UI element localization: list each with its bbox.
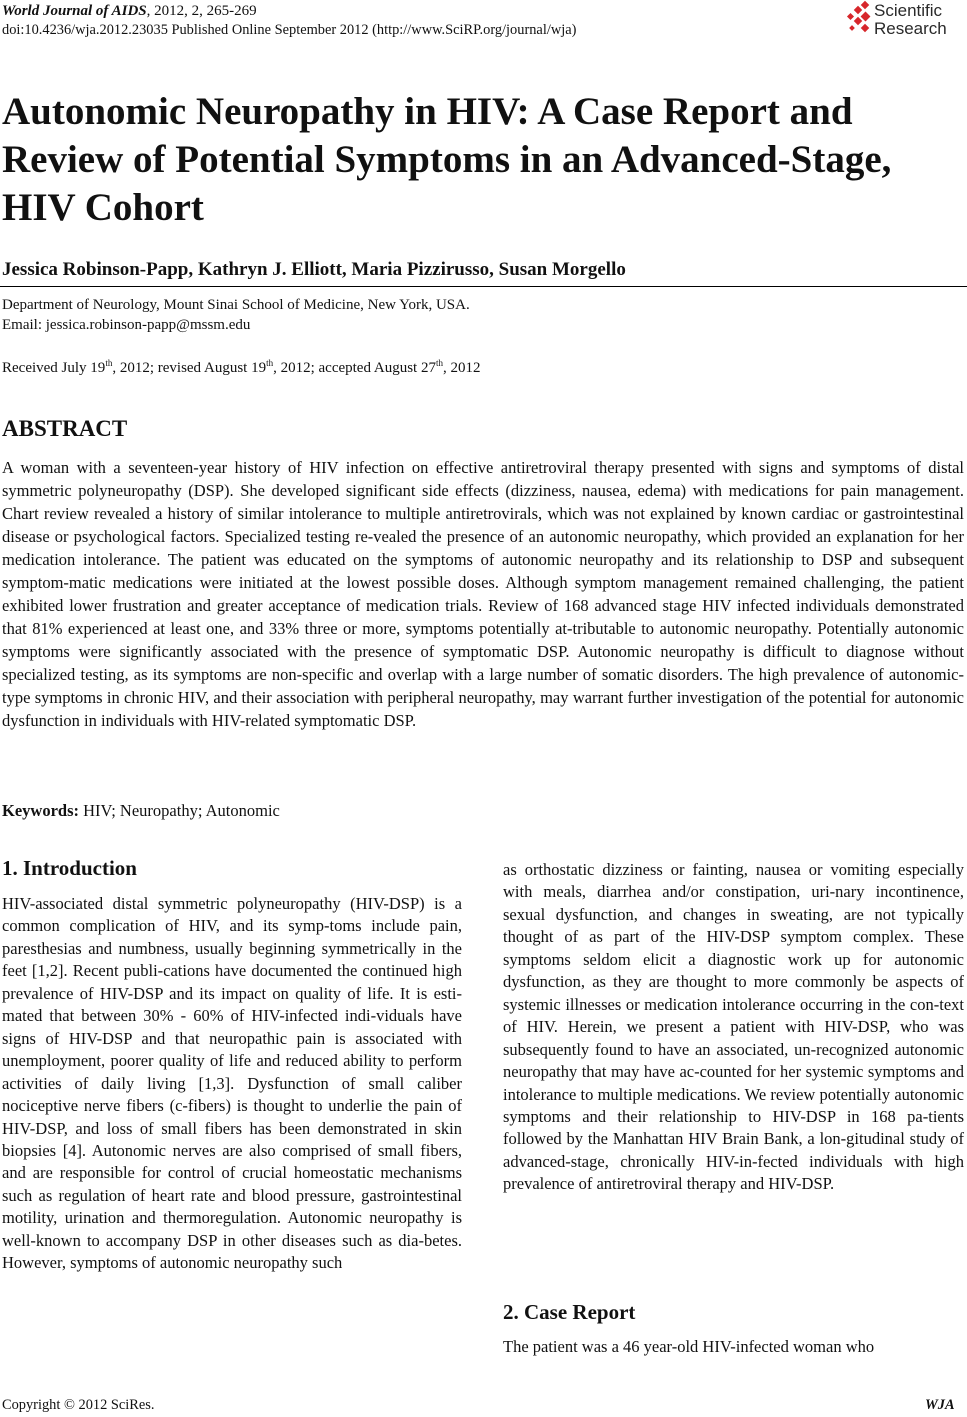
abstract-text: A woman with a seventeen-year history of HIV infection on effective antiretroviral therapy presented with signs and symptoms of distal symmetric polyneuropathy (DSP). She developed significant side effects (dizziness, nausea, edema) with medications for pain management. Chart review revealed a history of similar intolerance to multiple antiretrovirals, which was not explained by known cardiac or gastrointestinal disease or psychological factors. Specialized testing re-vealed the presence of an autonomic neuropathy, which provided an explanation for her medication intolerance. The patient was educated on the symptoms of autonomic neuropathy and its relationship to DSP and subsequent symptom-matic medications were initiated at the lowest possible doses. Although symptom management remained challenging, the patient exhibited lower frustration and greater acceptance of medication trials. Review of 168 advanced stage HIV infected individuals demonstrated that 81% experienced at least one, and 33% three or more, symptoms potentially at-tributable to autonomic neuropathy. Potentially autonomic symptoms were significantly associated with the presence of symptomatic DSP. Autonomic neuropathy is difficult to diagnose without specialized testing, as its symptoms are non-specific and overlap with a large number of somatic disorders. The high prevalence of autonomic-type symptoms in chronic HIV, and their association with peripheral neuropathy, may warrant further investigation of the potential for autonomic dysfunction in individuals with HIV-related symptomatic DSP. bbox=[2, 458, 964, 730]
author-list: Jessica Robinson-Papp, Kathryn J. Elliott, Maria Pizzirusso, Susan Morgello bbox=[2, 259, 626, 280]
logo-mark-icon bbox=[846, 0, 874, 40]
logo-text-line2: Research bbox=[874, 19, 947, 38]
received-text: Received July 19 bbox=[2, 360, 106, 376]
journal-abbrev-footer: WJA bbox=[925, 1397, 955, 1413]
body-column-left: HIV-associated distal symmetric polyneuropathy (HIV-DSP) is a common complication of HIV, and its symp-toms include pain, paresthesias and numbness, usually beginning symmetrically in the feet [1,2]. Recent publi-cations have documented the continued high prevalence of HIV-DSP and its impact on quality of life. It is esti-mated that between 30% - 60% of HIV-infected indi-viduals have signs of HIV-DSP and that neuropathic pain is associated with unemployment, poorer quality of life and reduced ability to perform activities of daily living [1,3]. Dysfunction of small caliber nociceptive nerve fibers (c-fibers) is thought to underlie the pain of HIV-DSP, and loss of small fibers has been demonstrated in skin biopsies [4]. Autonomic nerves are also comprised of small fibers, and are responsible for control of crucial homeostatic mechanisms such as regulation of heart rate and blood pressure, gastrointestinal motility, urination and thermoregulation. Autonomic neuropathy is well-known to accompany DSP in other diseases such as dia-betes. However, symptoms of autonomic neuropathy such bbox=[2, 894, 462, 1273]
journal-citation bbox=[2, 2, 257, 21]
ordinal-suffix: th bbox=[266, 358, 274, 368]
doi-line: doi:10.4236/wja.2012.23035 Published Online September 2012 (http://www.SciRP.org/journal/wja) bbox=[2, 22, 577, 38]
affiliation: Department of Neurology, Mount Sinai School of Medicine, New York, USA. bbox=[2, 297, 470, 313]
article-title: Autonomic Neuropathy in HIV: A Case Report and Review of Potential Symptoms in an Advanced-Stage, HIV Cohort bbox=[2, 90, 892, 229]
author-email: Email: jessica.robinson-papp@mssm.edu bbox=[2, 317, 251, 333]
publisher-logo bbox=[846, 0, 966, 44]
accepted-text: , 2012; accepted August 27 bbox=[273, 360, 436, 376]
ordinal-suffix: th bbox=[105, 358, 113, 368]
logo-text-line1: Scientific bbox=[874, 1, 943, 20]
year-text: , 2012 bbox=[443, 360, 481, 376]
journal-volume: , 2012, 2, 265-269 bbox=[146, 3, 257, 19]
keywords bbox=[2, 799, 280, 822]
revised-text: , 2012; revised August 19 bbox=[112, 360, 267, 376]
journal-name: World Journal of AIDS bbox=[2, 3, 147, 19]
ordinal-suffix: th bbox=[435, 358, 443, 368]
logo-text bbox=[874, 2, 947, 38]
body-column-right: as orthostatic dizziness or fainting, nausea or vomiting especially with meals, diarrhea and/or constipation, uri-nary incontinence, sexual dysfunction, and changes in sweating, are not typically thought of as part of the HIV-DSP symptom complex. These symptoms seldom elicit a diagnostic work up for autonomic dysfunction, as they are thought to more commonly be aspects of systemic illnesses or medication intolerance occurring in the con-text of HIV. Herein, we present a patient with HIV-DSP, who was subsequently found to have an associated, un-recognized autonomic neuropathy that may have ac-counted for her systemic symptoms and intolerance to multiple medications. We review potentially autonomic symptoms and their relationship to HIV-DSP in 168 pa-tients followed by the Manhattan HIV Brain Bank, a lon-gitudinal study of advanced-stage, chronically HIV-in-fected individuals with high prevalence of antiretroviral therapy and HIV-DSP. bbox=[503, 860, 964, 1194]
keywords-label: Keywords: bbox=[2, 801, 79, 820]
case-report-text: The patient was a 46 year-old HIV-infected woman who bbox=[503, 1337, 875, 1356]
keywords-list: HIV; Neuropathy; Autonomic bbox=[79, 801, 280, 820]
divider bbox=[0, 286, 967, 287]
section-heading-case-report: 2. Case Report bbox=[503, 1300, 636, 1324]
copyright-footer: Copyright © 2012 SciRes. bbox=[2, 1397, 155, 1413]
section-heading-introduction: 1. Introduction bbox=[2, 856, 137, 880]
received-dates bbox=[2, 358, 481, 378]
abstract-heading: ABSTRACT bbox=[2, 416, 128, 441]
